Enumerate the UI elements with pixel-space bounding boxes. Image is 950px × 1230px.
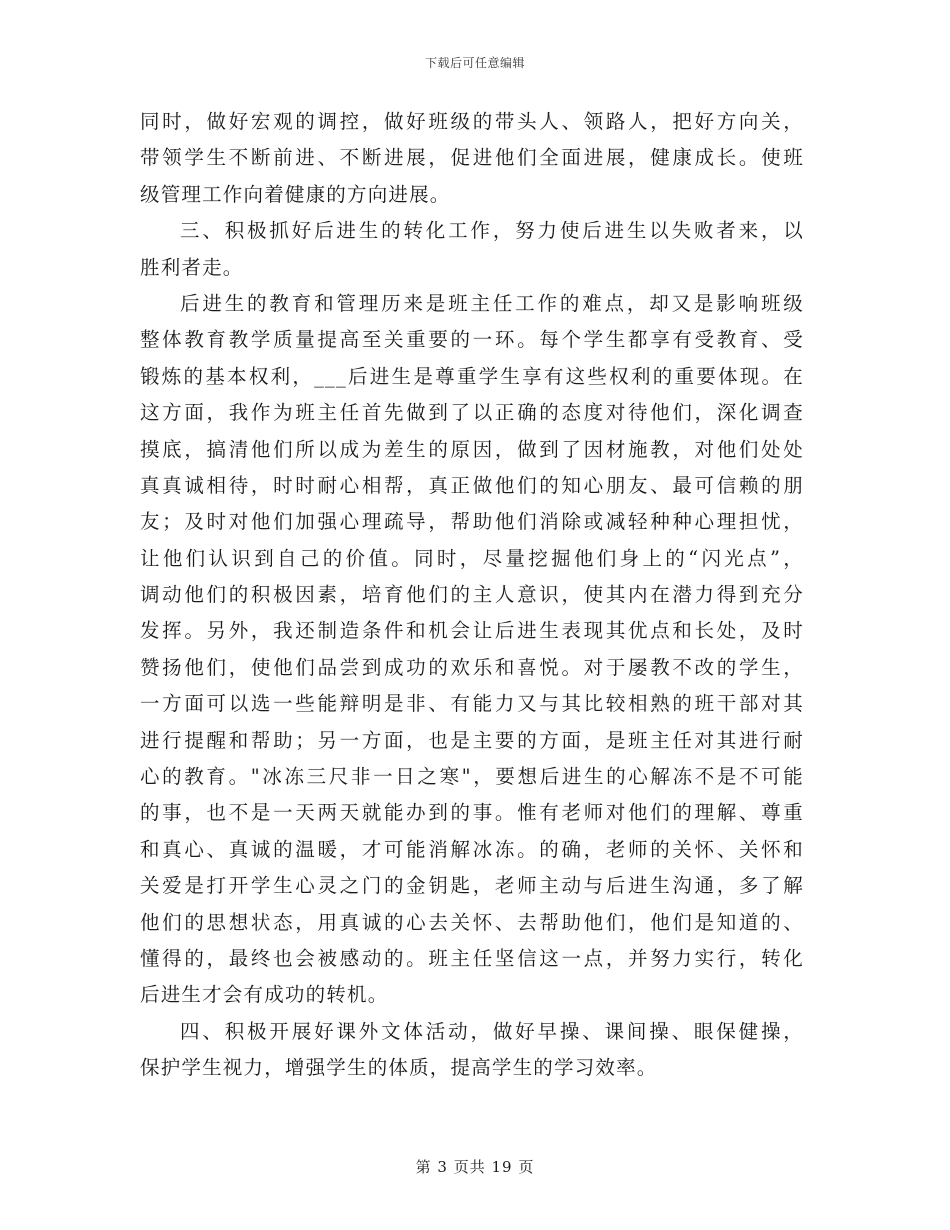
text-line: 心的教育。"冰冻三尺非一日之寒"，要想后进生的心解冻不是不可能 [140, 765, 804, 789]
text-line: 让他们认识到自己的价值。同时，尽量挖掘他们身上的“闪光点”， [140, 546, 804, 570]
text-line: 懂得的，最终也会被感动的。班主任坚信这一点，并努力实行，转化 [140, 946, 804, 970]
text-line: 胜利者走。 [140, 255, 244, 279]
text-line: 级管理工作向着健康的方向进展。 [140, 182, 451, 206]
page-footer: 第 3 页共 19 页 [415, 1158, 535, 1176]
text-line: 他们的思想状态，用真诚的心去关怀、去帮助他们，他们是知道的、 [140, 910, 804, 934]
text-line: 的事，也不是一天两天就能办到的事。惟有老师对他们的理解、尊重 [140, 801, 804, 825]
text-line: 带领学生不断前进、不断进展，促进他们全面进展，健康成长。使班 [140, 146, 804, 170]
text-line: 发挥。另外，我还制造条件和机会让后进生表现其优点和长处，及时 [140, 619, 804, 643]
text-line: 这方面，我作为班主任首先做到了以正确的态度对待他们，深化调查 [140, 401, 804, 425]
text-line: 一方面可以选一些能辩明是非、有能力又与其比较相熟的班干部对其 [140, 692, 804, 716]
text-line: 同时，做好宏观的调控，做好班级的带头人、领路人，把好方向关， [140, 110, 804, 133]
text-line: 友；及时对他们加强心理疏导，帮助他们消除或减轻种种心理担忧， [140, 510, 804, 534]
text-line: 进行提醒和帮助；另一方面，也是主要的方面，是班主任对其进行耐 [140, 728, 804, 752]
text-line: 和真心、真诚的温暖，才可能消解冰冻。的确，老师的关怀、关怀和 [140, 837, 804, 861]
section-heading-3: 三、积极抓好后进生的转化工作，努力使后进生以失败者来，以 [180, 219, 804, 243]
section-heading-4: 四、积极开展好课外文体活动，做好早操、课间操、眼保健操， [180, 1019, 804, 1043]
text-line: 赞扬他们，使他们品尝到成功的欢乐和喜悦。对于屡教不改的学生， [140, 655, 804, 679]
page-header: 下载后可任意编辑 [424, 56, 525, 70]
text-line: 后进生才会有成功的转机。 [140, 983, 389, 1007]
text-line: 关爱是打开学生心灵之门的金钥匙，老师主动与后进生沟通，多了解 [140, 874, 804, 898]
text-line: 锻炼的基本权利，___后进生是尊重学生享有这些权利的重要体现。在 [140, 364, 804, 388]
paragraph-start: 后进生的教育和管理历来是班主任工作的难点，却又是影响班级 [180, 291, 804, 315]
text-line: 保护学生视力，增强学生的体质，提高学生的学习效率。 [140, 1056, 658, 1080]
text-line: 调动他们的积极因素，培育他们的主人意识，使其内在潜力得到充分 [140, 583, 804, 607]
text-line: 整体教育教学质量提高至关重要的一环。每个学生都享有受教育、受 [140, 328, 804, 352]
text-line: 真真诚相待，时时耐心相帮，真正做他们的知心朋友、最可信赖的朋 [140, 473, 804, 497]
document-body [140, 104, 804, 1087]
text-line: 摸底，搞清他们所以成为差生的原因，做到了因材施教，对他们处处 [140, 437, 804, 461]
